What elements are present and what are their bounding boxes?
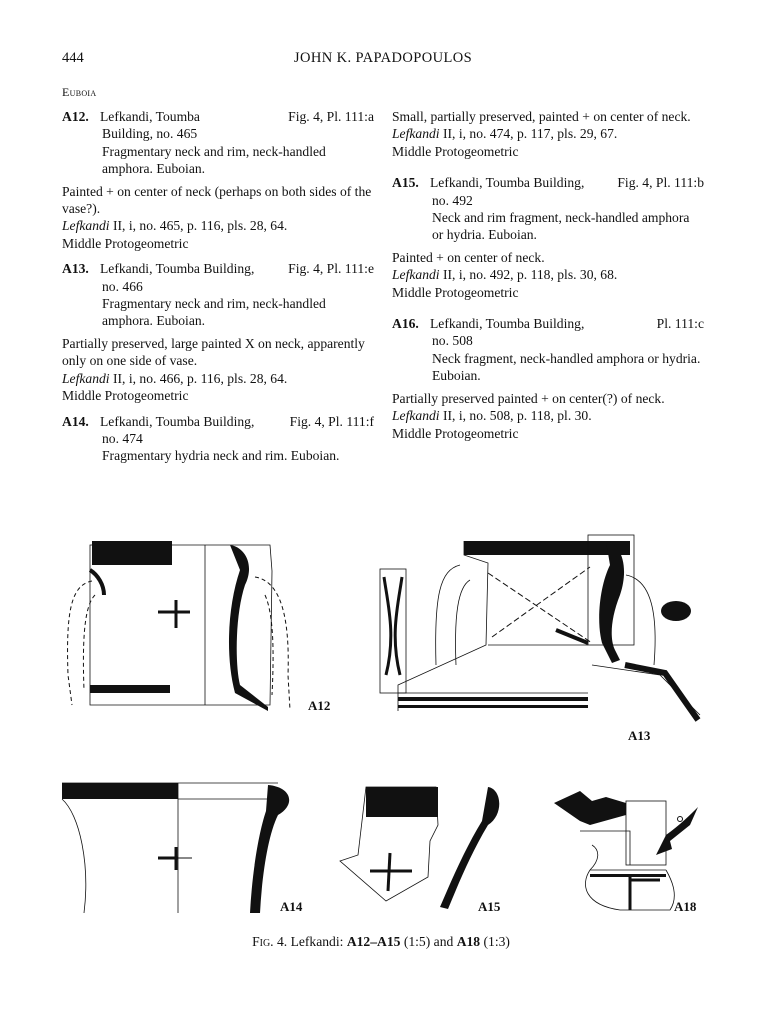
catalog-entry-a16 [392, 315, 704, 442]
figure-label-a12: A12 [308, 698, 331, 713]
pottery-profile-drawings [40, 525, 730, 935]
figure-label-a15: A15 [478, 899, 501, 914]
entry-decoration: Painted + on center of neck. [392, 249, 545, 265]
entry-number: A12. [62, 109, 89, 124]
entry-period: Middle Protogeometric [392, 425, 519, 441]
figure-label-a13: A13 [628, 728, 651, 743]
drawing-a18 [554, 791, 698, 910]
entry-period: Middle Protogeometric [392, 284, 519, 300]
entry-description: Neck and rim fragment, neck-handled amphora or hydria. Euboian. [432, 210, 690, 243]
caption-site: Lefkandi: [287, 934, 347, 949]
figure-caption [0, 934, 762, 950]
catalog-entry-a14 [62, 413, 374, 465]
entry-publication [392, 125, 704, 142]
entry-site: Lefkandi, Toumba Building, [430, 316, 585, 332]
publication-title: Lefkandi [392, 267, 440, 283]
entry-site: Lefkandi, Toumba [100, 109, 200, 124]
publication-ref: II, i, no. 508, p. 118, pl. 30. [439, 408, 592, 424]
publication-title: Lefkandi [62, 370, 110, 386]
entry-number: A14. [62, 413, 89, 429]
figure-label-a14: A14 [280, 899, 303, 914]
running-header [62, 50, 704, 70]
entry-inventory: no. 508 [432, 333, 473, 349]
entry-decoration: Partially preserved, large painted X on neck, apparently only on one side of vase. [62, 335, 365, 369]
entry-site: Lefkandi, Toumba Building, [100, 413, 255, 429]
entry-number: A15. [392, 175, 419, 191]
caption-scale-1: (1:5) and [400, 934, 457, 949]
entry-ref: Pl. 111:c [656, 316, 704, 332]
entry-inventory: no. 466 [102, 278, 143, 294]
publication-ref: II, i, no. 492, p. 118, pls. 30, 68. [439, 267, 618, 283]
caption-scale-2: (1:3) [480, 934, 510, 949]
drawing-a14 [62, 783, 289, 913]
entry-site: Lefkandi, Toumba Building, [100, 261, 255, 277]
figure-4-drawings [40, 525, 730, 935]
entry-number: A13. [62, 261, 89, 277]
entry-description: Fragmentary hydria neck and rim. Euboian. [102, 448, 340, 464]
catalog-entry-a12 [62, 108, 374, 252]
left-column [62, 108, 374, 473]
region-heading: Euboia [62, 85, 97, 99]
entry-decoration: Small, partially preserved, painted + on center of neck. [392, 109, 691, 124]
entry-period: Middle Protogeometric [392, 143, 519, 159]
publication-ref: II, i, no. 466, p. 116, pls. 28, 64. [109, 370, 288, 386]
entry-inventory: Building, no. 465 [102, 126, 198, 142]
drawing-a12 [68, 541, 290, 711]
drawing-a15 [340, 787, 499, 909]
catalog-entry-a14-continued [392, 108, 704, 160]
entry-publication [62, 370, 374, 387]
publication-ref: II, i, no. 465, p. 116, pls. 28, 64. [109, 218, 288, 234]
entry-publication [392, 407, 704, 424]
publication-title: Lefkandi [62, 218, 110, 234]
page-number: 444 [62, 50, 84, 66]
publication-title: Lefkandi [392, 408, 440, 424]
entry-site: Lefkandi, Toumba Building, [430, 175, 585, 191]
running-author: JOHN K. PAPADOPOULOS [293, 50, 473, 66]
figure-label-a18: A18 [674, 899, 697, 914]
entry-ref: Fig. 4, Pl. 111:e [288, 261, 374, 277]
entry-decoration: Partially preserved painted + on center(?) of neck. [392, 390, 665, 406]
caption-range: A12–A15 [346, 934, 401, 949]
entry-publication [62, 217, 374, 234]
entry-period: Middle Protogeometric [62, 235, 189, 251]
entry-number: A16. [392, 316, 419, 332]
entry-description: Neck fragment, neck-handled amphora or hydria. Euboian. [432, 350, 701, 384]
entry-ref: Fig. 4, Pl. 111:a [288, 109, 374, 124]
entry-period: Middle Protogeometric [62, 388, 189, 404]
publication-title: Lefkandi [392, 126, 440, 142]
catalog-entry-a13 [62, 260, 374, 404]
catalog-entry-a15 [392, 174, 704, 301]
entry-description: Fragmentary neck and rim, neck-handled amphora. Euboian. [102, 143, 326, 177]
entry-inventory: no. 492 [432, 192, 473, 208]
caption-item: A18 [456, 934, 481, 949]
entry-decoration: Painted + on center of neck (perhaps on both sides of the vase?). [62, 183, 372, 217]
entry-inventory: no. 474 [102, 430, 143, 446]
entry-ref: Fig. 4, Pl. 111:b [617, 175, 704, 191]
entry-description: Fragmentary neck and rim, neck-handled amphora. Euboian. [102, 296, 326, 329]
entry-publication [392, 266, 704, 283]
caption-figure-number: Fig. 4. [252, 934, 288, 949]
publication-ref: II, i, no. 474, p. 117, pls. 29, 67. [439, 126, 618, 142]
entry-ref: Fig. 4, Pl. 111:f [289, 413, 374, 429]
right-column [392, 108, 704, 450]
drawing-a13 [380, 535, 700, 720]
